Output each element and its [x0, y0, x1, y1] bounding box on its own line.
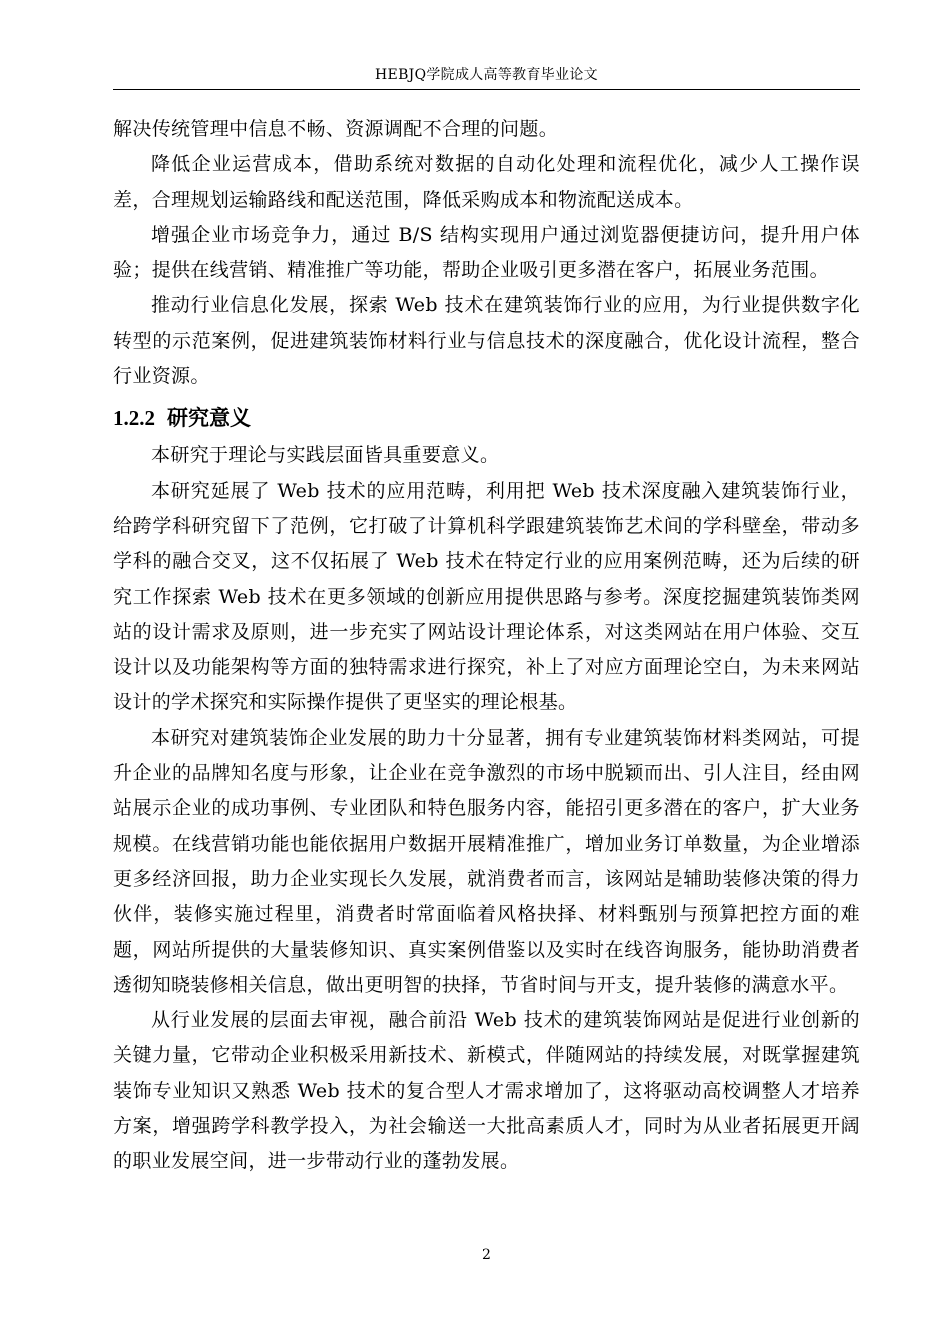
section-number: 1.2.2 — [113, 406, 155, 431]
paragraph: 本研究延展了 Web 技术的应用范畴，利用把 Web 技术深度融入建筑装饰行业，给跨学科研究留下了范例，它打破了计算机科学跟建筑装饰艺术间的学科壁垒，带动多学科的融合交叉，这不仅拓展了 Web 技术在特定行业的应用案例范畴，还为后续的研究工作探索 Web 技术在更多领域的创新应用提供思路与参考。深度挖掘建筑装饰类网站的设计需求及原则，进一步充实了网站设计理论体系，对这类网站在用户体验、交互设计以及功能架构等方面的独特需求进行探究，补上了对应方面理论空白，为未来网站设计的学术探究和实际操作提供了更坚实的理论根基。 — [113, 479, 860, 714]
section-title: 研究意义 — [167, 406, 251, 431]
paragraph: 从行业发展的层面去审视，融合前沿 Web 技术的建筑装饰网站是促进行业创新的关键力量，它带动企业积极采用新技术、新模式，伴随网站的持续发展，对既掌握建筑装饰专业知识又熟悉 Web 技术的复合型人才需求增加了，这将驱动高校调整人才培养方案，增强跨学科教学投入，为社会输送一大批高素质人才，同时为从业者拓展更开阔的职业发展空间，进一步带动行业的蓬勃发展。 — [113, 1009, 860, 1173]
paragraph: 解决传统管理中信息不畅、资源调配不合理的问题。 — [113, 118, 559, 140]
page-header: HEBJQ学院成人高等教育毕业论文 — [375, 67, 598, 83]
header-divider — [113, 89, 860, 90]
paragraph: 推动行业信息化发展，探索 Web 技术在建筑装饰行业的应用，为行业提供数字化转型的示范案例，促进建筑装饰材料行业与信息技术的深度融合，优化设计流程，整合行业资源。 — [113, 294, 860, 388]
paragraph: 本研究对建筑装饰企业发展的助力十分显著，拥有专业建筑装饰材料类网站，可提升企业的品牌知名度与形象，让企业在竞争激烈的市场中脱颖而出、引人注目，经由网站展示企业的成功事例、专业团队和特色服务内容，能招引更多潜在的客户，扩大业务规模。在线营销功能也能依据用户数据开展精准推广，增加业务订单数量，为企业增添更多经济回报，助力企业实现长久发展，就消费者而言，该网站是辅助装修决策的得力伙伴，装修实施过程里，消费者时常面临着风格抉择、材料甄别与预算把控方面的难题，网站所提供的大量装修知识、真实案例借鉴以及实时在线咨询服务，能协助消费者透彻知晓装修相关信息，做出更明智的抉择，节省时间与开支，提升装修的满意水平。 — [113, 726, 860, 996]
body-text — [113, 112, 860, 1180]
section-heading — [113, 394, 860, 438]
page-number: 2 — [482, 1247, 491, 1263]
paragraph: 本研究于理论与实践层面皆具重要意义。 — [151, 444, 500, 467]
paragraph: 降低企业运营成本，借助系统对数据的自动化处理和流程优化，减少人工操作误差，合理规划运输路线和配送范围，降低采购成本和物流配送成本。 — [113, 153, 860, 211]
paragraph: 增强企业市场竞争力，通过 B/S 结构实现用户通过浏览器便捷访问，提升用户体验；提供在线营销、精准推广等功能，帮助企业吸引更多潜在客户，拓展业务范围。 — [113, 223, 860, 282]
